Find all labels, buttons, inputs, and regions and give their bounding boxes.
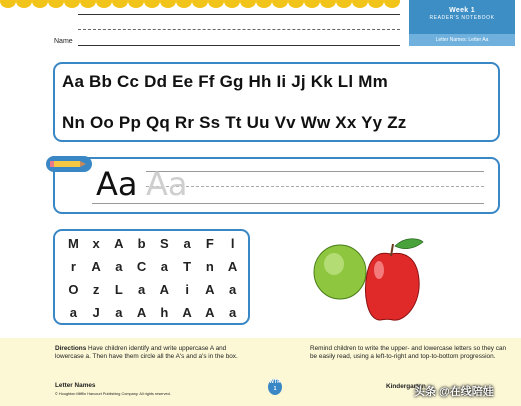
practice-trace-letters: Aa xyxy=(146,165,188,203)
watermark: 头条 @在线陪娃 xyxy=(414,386,494,398)
copyright: © Houghton Mifflin Harcourt Publishing Company. All rights reserved. xyxy=(55,392,171,396)
section-title: Letter Names xyxy=(55,382,96,389)
scallop-bump xyxy=(176,0,192,8)
scallop-bump xyxy=(352,0,368,8)
directions-body: Have children identify and write uppercase A and lowercase a. Then have them circle all the A's and a's in the box. xyxy=(55,345,238,360)
name-line-bottom[interactable] xyxy=(78,45,400,46)
scallop-bump xyxy=(80,0,96,8)
scallop-bump xyxy=(304,0,320,8)
grid-letter[interactable]: h xyxy=(160,305,169,320)
grid-letter[interactable]: z xyxy=(92,282,100,297)
scallop-bump xyxy=(336,0,352,8)
top-scallop-border xyxy=(0,0,400,8)
name-line-mid xyxy=(78,29,400,30)
grid-letter[interactable]: A xyxy=(205,305,215,320)
scallop-bump xyxy=(320,0,336,8)
notebook-label: READER'S NOTEBOOK xyxy=(429,15,495,21)
alphabet-row-1: Aa Bb Cc Dd Ee Ff Gg Hh Ii Jj Kk Ll Mm xyxy=(62,72,388,91)
grid-letter[interactable]: S xyxy=(160,236,169,251)
practice-model-letters: Aa xyxy=(96,165,138,203)
directions-text xyxy=(55,345,255,361)
scallop-bump xyxy=(128,0,144,8)
grid-letter[interactable]: O xyxy=(68,282,79,297)
grid-letter[interactable]: r xyxy=(70,259,76,274)
grid-letter[interactable]: a xyxy=(115,259,123,274)
grid-letter[interactable]: b xyxy=(137,236,146,251)
grid-letter[interactable]: a xyxy=(229,305,237,320)
grid-letter[interactable]: L xyxy=(114,282,123,297)
letter-grid xyxy=(62,236,244,328)
scallop-bump xyxy=(160,0,176,8)
grid-letter[interactable]: A xyxy=(136,305,147,320)
grid-row xyxy=(62,282,244,305)
grid-letter[interactable]: M xyxy=(67,236,79,251)
scallop-bump xyxy=(288,0,304,8)
grid-letter[interactable]: a xyxy=(183,236,191,251)
grid-letter[interactable]: a xyxy=(69,305,77,320)
week-badge xyxy=(409,0,515,46)
grid-letter[interactable]: A xyxy=(91,259,101,274)
scallop-bump xyxy=(272,0,288,8)
grid-letter[interactable]: A xyxy=(205,282,215,297)
scallop-bump xyxy=(32,0,48,8)
practice-line-base[interactable] xyxy=(92,203,484,204)
apples-illustration xyxy=(305,222,445,332)
grid-letter[interactable]: a xyxy=(229,282,237,297)
grid-letter[interactable]: l xyxy=(230,236,235,251)
grid-row xyxy=(62,236,244,259)
scallop-bump xyxy=(16,0,32,8)
grid-letter[interactable]: C xyxy=(136,259,147,274)
grid-letter[interactable]: a xyxy=(115,305,123,320)
scallop-bump xyxy=(96,0,112,8)
practice-line-mid xyxy=(146,186,484,187)
scallop-bump xyxy=(112,0,128,8)
page-number-badge xyxy=(268,379,282,395)
grid-letter[interactable]: A xyxy=(227,259,238,274)
scallop-bump xyxy=(192,0,208,8)
grade-label: Kindergarten xyxy=(386,383,426,390)
badge-subtitle: Letter Names: Letter Aa xyxy=(409,34,515,46)
grid-letter[interactable]: T xyxy=(183,259,192,274)
scallop-bump xyxy=(368,0,384,8)
grid-letter[interactable]: A xyxy=(182,305,192,320)
name-label: Name xyxy=(54,38,73,45)
scallop-bump xyxy=(48,0,64,8)
page-label: WTR xyxy=(269,379,281,385)
grid-letter[interactable]: J xyxy=(92,305,100,320)
grid-row xyxy=(62,259,244,282)
alphabet-row-2: Nn Oo Pp Qq Rr Ss Tt Uu Vv Ww Xx Yy Zz xyxy=(62,113,407,132)
scallop-bump xyxy=(256,0,272,8)
grid-letter[interactable]: A xyxy=(114,236,124,251)
scallop-bump xyxy=(0,0,16,8)
grid-row xyxy=(62,305,244,328)
grid-letter[interactable]: a xyxy=(160,259,168,274)
grid-letter[interactable]: F xyxy=(205,236,214,251)
directions-label: Directions xyxy=(55,345,87,352)
scallop-bump xyxy=(64,0,80,8)
name-line-top xyxy=(78,14,400,15)
grid-letter[interactable]: a xyxy=(138,282,146,297)
pencil-icon xyxy=(46,156,92,172)
remind-text: Remind children to write the upper- and lowercase letters so they can be easily read, using a left-to-right and top-to-bottom progression. xyxy=(310,345,507,360)
scallop-bump xyxy=(240,0,256,8)
scallop-bump xyxy=(208,0,224,8)
grid-letter[interactable]: x xyxy=(92,236,100,251)
page-number: 1 xyxy=(273,386,277,392)
grid-letter[interactable]: i xyxy=(185,282,189,297)
grid-letter[interactable]: n xyxy=(205,259,214,274)
practice-line-top xyxy=(146,171,484,172)
week-label: Week 1 xyxy=(449,7,475,14)
scallop-bump xyxy=(144,0,160,8)
scallop-bump xyxy=(384,0,400,8)
scallop-bump xyxy=(224,0,240,8)
grid-letter[interactable]: A xyxy=(159,282,170,297)
